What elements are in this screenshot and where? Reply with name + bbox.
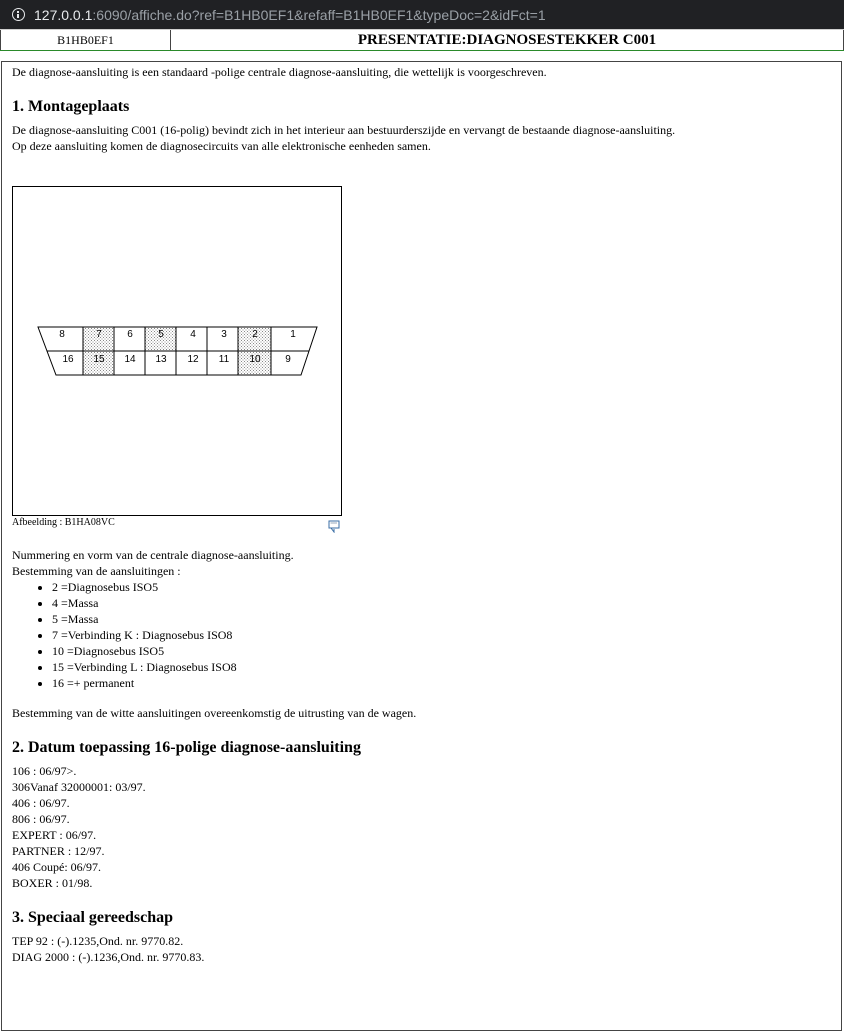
pin-label: 7 (96, 329, 102, 340)
figure-caption-row (12, 517, 342, 531)
pin-label: 3 (221, 329, 227, 340)
pin-label: 16 (62, 354, 74, 365)
section1-line2: Op deze aansluiting komen de diagnosecircuits van alle elektronische eenheden samen. (12, 139, 431, 153)
pin-label: 9 (285, 354, 291, 365)
pin-label: 8 (59, 329, 65, 340)
address-bar[interactable] (0, 0, 844, 29)
figure-caption: Afbeelding : B1HA08VC (12, 517, 115, 528)
pin-assignment-list (12, 579, 831, 691)
list-item: • 5 =Massa (52, 611, 831, 627)
application-line: 406 Coupé: 06/97. (12, 860, 101, 874)
application-line: PARTNER : 12/97. (12, 844, 105, 858)
list-item: • 4 =Massa (52, 595, 831, 611)
list-item: • 10 =Diagnosebus ISO5 (52, 643, 831, 659)
document-ref: B1HB0EF1 (0, 30, 171, 50)
pin-label: 11 (218, 354, 230, 365)
pin-label: 12 (187, 354, 199, 365)
application-line: 806 : 06/97. (12, 812, 70, 826)
application-line: EXPERT : 06/97. (12, 828, 97, 842)
list-item: • 2 =Diagnosebus ISO5 (52, 579, 831, 595)
connector-figure (12, 186, 342, 516)
document-header (0, 29, 844, 51)
numbering-line2: Bestemming van de aansluitingen : (12, 564, 181, 578)
document-content (1, 61, 842, 1031)
application-line: 406 : 06/97. (12, 796, 70, 810)
pin-label: 13 (155, 354, 167, 365)
tool-line: TEP 92 : (-).1235,Ond. nr. 9770.82. (12, 934, 184, 948)
url-host: 127.0.0.1 (34, 6, 93, 23)
pin-label: 15 (93, 354, 105, 365)
section2-heading: 2. Datum toepassing 16-polige diagnose-aansluiting (12, 739, 361, 756)
list-item: • 15 =Verbinding L : Diagnosebus ISO8 (52, 659, 831, 675)
intro-text: De diagnose-aansluiting is een standaard -polige centrale diagnose-aansluiting, die wettelijk is voorgeschreven. (12, 65, 547, 79)
url-path: :6090/affiche.do?ref=B1HB0EF1&refaff=B1HB0EF1&typeDoc=2&idFct=1 (92, 6, 546, 23)
numbering-line1: Nummering en vorm van de centrale diagnose-aansluiting. (12, 548, 294, 562)
tool-line: DIAG 2000 : (-).1236,Ond. nr. 9770.83. (12, 950, 205, 964)
section1-line1: De diagnose-aansluiting C001 (16-polig) bevindt zich in het interieur aan bestuurderszijde en vervangt de bestaande diagnose-aansluiting. (12, 123, 676, 137)
numbering-note: Bestemming van de witte aansluitingen overeenkomstig de uitrusting van de wagen. (12, 706, 417, 720)
pin-label: 14 (124, 354, 136, 365)
section3-heading: 3. Speciaal gereedschap (12, 909, 174, 926)
pin-label: 2 (252, 329, 258, 340)
info-icon[interactable] (12, 8, 25, 21)
pin-label: 4 (190, 329, 196, 340)
application-line: 306Vanaf 32000001: 03/97. (12, 780, 146, 794)
list-item: • 16 =+ permanent (52, 675, 831, 691)
page-title: PRESENTATIE:DIAGNOSESTEKKER C001 (171, 30, 844, 50)
pin-label: 1 (290, 329, 296, 340)
application-line: 106 : 06/97>. (12, 764, 77, 778)
list-item: • 7 =Verbinding K : Diagnosebus ISO8 (52, 627, 831, 643)
pin-label: 10 (249, 354, 261, 365)
connector-diagram (13, 187, 341, 515)
section1-heading: 1. Montageplaats (12, 98, 130, 115)
pin-label: 5 (158, 329, 164, 340)
zoom-icon[interactable] (328, 520, 340, 533)
application-line: BOXER : 01/98. (12, 876, 93, 890)
pin-label: 6 (127, 329, 133, 340)
